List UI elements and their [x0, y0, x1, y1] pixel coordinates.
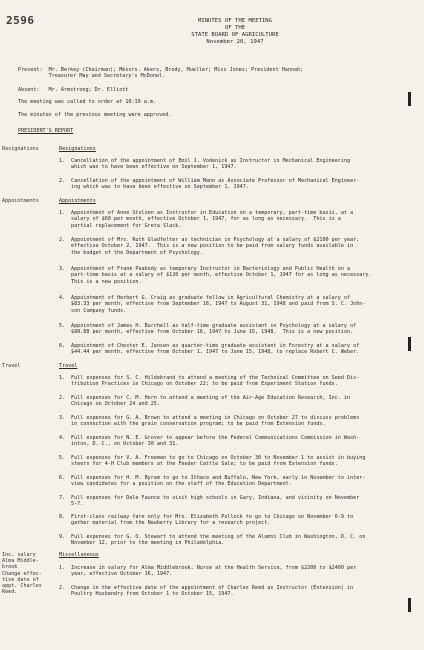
header-line-2: OF THE: [224, 25, 246, 31]
travel-item: Full expenses for Dale Faunce to visit high schools in Gary, Indiana, and vicinity on November 5-7.: [71, 495, 360, 508]
punch-mark: [408, 337, 411, 351]
misc-number: 1.: [59, 565, 66, 571]
resignation-item: Cancellation of the appointment of William Mann as Associate Professor of Mechanical Engineer- ing which was to have been effective on September 1, 1947.: [71, 178, 360, 191]
resignation-item: Cancellation of the appointment of Emil J. Vodenick as Instructor in Mechanical Engineering which was to have been effective on September 1, 1947.: [71, 158, 351, 171]
misc-item: Increase in salary for Alma Middlebrook, Nurse at the Health Service, from $2200 to $2400 per year, effective October 16, 1947.: [71, 565, 357, 578]
travel-item: Full expenses for C. M. Horn to attend a meeting of the Air-Age Education Research, Inc. in Chicago on October 24 and 25.: [71, 395, 351, 408]
header-line-3: STATE BOARD OF AGRICULTURE: [191, 32, 279, 38]
presidents-report-heading: PRESIDENT'S REPORT: [18, 128, 74, 134]
appointment-item: Appointment of Herbert G. Craig as graduate fellow in Agricultural Chemistry at a salary of $83.33 per month, effective from September 16, 1947 to August 31, 1948 and paid from S. C. John- son Company funds.: [71, 295, 366, 314]
travel-item: Full expenses for N. E. Grover to appear before the Federal Communications Commission in Wash- inton, D. C., on October 30 and 31.: [71, 435, 360, 448]
minutes-header: [120, 18, 350, 46]
misc-item: Change in the effective date of the appointment of Charles Reed as Instructor (Extension) in Poultry Husbandry from October 1 to October 15, 1947.: [71, 585, 354, 598]
appointment-number: 6.: [59, 343, 66, 349]
appointment-number: 2.: [59, 237, 66, 243]
travel-number: 2.: [59, 395, 66, 401]
travel-number: 8.: [59, 514, 66, 520]
travel-number: 5.: [59, 455, 66, 461]
appointment-number: 3.: [59, 266, 66, 272]
appointment-item: Appointment of Chester E. Jensen as quarter-time graduate assistant in Forestry at a salary of $44.44 per month, effective from October 1, 1947 to June 15, 1948, to replace Robert C. Weber.: [71, 343, 360, 356]
resignations-heading: Resignations: [59, 146, 96, 152]
header-line-4: November 20, 1947: [206, 39, 264, 45]
resignation-number: 2.: [59, 178, 66, 184]
travel-number: 6.: [59, 475, 66, 481]
travel-item: Full expenses for G. O. Stewart to attend the meeting of the Alumni Club in Washington, D. C. on November 12, prior to the meeting in Philadelphia.: [71, 534, 366, 547]
minutes-approved: The minutes of the previous meeting were approved.: [18, 112, 172, 118]
misc-number: 2.: [59, 585, 66, 591]
appointment-number: 4.: [59, 295, 66, 301]
present-line: Present: Mr. Berkey (Chairman); Messrs. Akers, Brody, Mueller; Miss Jones; President Hannah; Treasurer May and Secretary's McDonel.: [18, 67, 304, 80]
called-to-order: The meeting was called to order at 10:10 a.m.: [18, 99, 157, 105]
absent-line: Absent: Mr. Armstrong; Dr. Elliott: [18, 87, 129, 93]
travel-number: 1.: [59, 375, 66, 381]
misc-heading: Miscellaneous: [59, 552, 99, 558]
margin-appointments: Appointments: [2, 198, 39, 204]
travel-item: Full expenses for H. M. Byram to go to Ithaca and Buffalo, New York, early in November to inter- view candidates for a position on the staff of the Education Department.: [71, 475, 366, 488]
travel-item: Full expenses for G. A. Brown to attend a meeting in Chicago on October 27 to discuss problems in connection with the grain conservation program; to be paid from Extension funds.: [71, 415, 360, 428]
margin-resignations: Resignations: [2, 146, 39, 152]
appointment-item: Appointment of Frank Peabody as temporary Instructor in Bacteriology and Public Health on a part-time basis at a salary of $120 per month, effective October 1, 1947 for as long as necessary. This is a new position.: [71, 266, 372, 285]
resignation-number: 1.: [59, 158, 66, 164]
page-number: 2596: [6, 14, 35, 27]
punch-mark: [408, 92, 411, 106]
appointment-item: Appointment of Anne Stolzen as Instructor in Education on a temporary, part-time basis, at a salary of $60 per month, effective October 1, 1947, for as long as necessary. This is a partial replacement for Greta Slack.: [71, 210, 354, 229]
appointment-number: 5.: [59, 323, 66, 329]
margin-travel: Travel: [2, 363, 21, 369]
appointment-item: Appointment of James H. Burchell as half-time graduate assistant in Psychology at a salary of $88.88 per month, effective from October 16, 1947 to June 15, 1948. This is a new position.: [71, 323, 357, 336]
appointments-heading: Appointments: [59, 198, 96, 204]
appointment-number: 1.: [59, 210, 66, 216]
margin-misc: Inc. salary Alma Middle- brook Change effec- tive date of appt. Charles Reed.: [2, 552, 42, 596]
travel-number: 3.: [59, 415, 66, 421]
travel-number: 9.: [59, 534, 66, 540]
appointment-item: Appointment of Mrs. Ruth Gladfelter as technician in Psychology at a salary of $2100 per year, effective October 2, 1947. This is a new position to be paid from salary funds available in the budget of the Department of Psychology.: [71, 237, 360, 256]
travel-item: First-class railway fare only for Mrs. Elizabeth Pollock to go to Chicago on November 6-9 to gather material from the Newberry Library for a research project.: [71, 514, 354, 527]
punch-mark: [408, 598, 411, 612]
travel-number: 4.: [59, 435, 66, 441]
travel-item: Full expenses for V. A. Freeman to go to Chicago on October 30 to November 1 to assist in buying steers for 4-H Club members at the Feeder Cattle Sale; to be paid from Extension funds.: [71, 455, 366, 468]
travel-heading: Travel: [59, 363, 78, 369]
header-line-1: MINUTES OF THE MEETING: [197, 18, 273, 24]
travel-number: 7.: [59, 495, 66, 501]
travel-item: Full expenses for S. C. Hildebrand to attend a meeting of the Technical Committee on Seed Dis- tribution Practices in Chicago on October 22; to be paid from Experiment Station funds.: [71, 375, 360, 388]
